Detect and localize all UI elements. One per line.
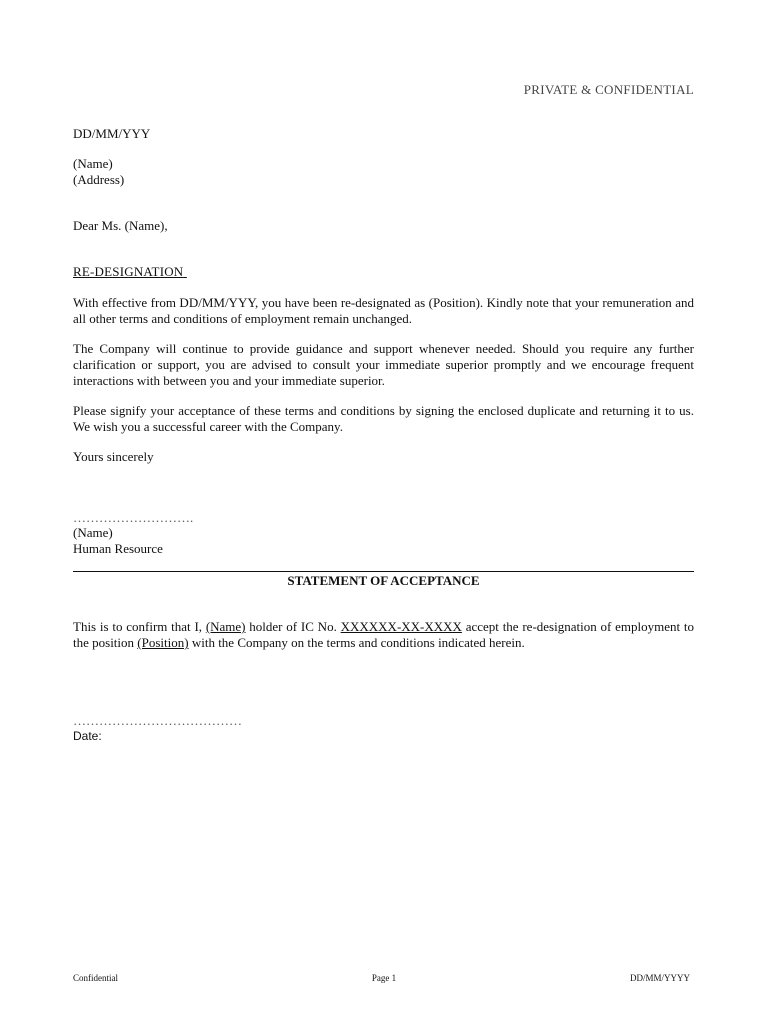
acceptance-ic-field: XXXXXX-XX-XXXX: [340, 619, 462, 634]
section-divider: [73, 571, 694, 572]
paragraph-2: The Company will continue to provide guidance and support whenever needed. Should you require any further clarification or support, you are advised to consult your immediate superior promptly and we encourage frequent interactions with between you and your immediate superior.: [73, 341, 694, 388]
paragraph-1: With effective from DD/MM/YYY, you have been re-designated as (Position). Kindly note that your remuneration and all other terms and conditions of employment remain unchanged.: [73, 295, 694, 326]
letter-date: DD/MM/YYY: [73, 126, 151, 141]
signer-name: (Name): [73, 525, 113, 540]
signer-title: Human Resource: [73, 541, 163, 556]
acceptance-heading: STATEMENT OF ACCEPTANCE: [287, 573, 480, 588]
recipient-name: (Name): [73, 156, 113, 171]
closing: Yours sincerely: [73, 449, 154, 464]
acceptance-name-field: (Name): [205, 619, 246, 634]
acceptance-date-label: Date:: [73, 729, 102, 743]
acceptance-text-4: with the Company on the terms and conditions indicated herein.: [188, 635, 525, 650]
acceptance-signature-line: …………………………………: [73, 713, 242, 728]
acceptance-statement: [73, 619, 694, 651]
footer-page-number: Page 1: [371, 973, 397, 983]
paragraph-3: Please signify your acceptance of these terms and conditions by signing the enclosed duplicate and returning it to us. We wish you a successful career with the Company.: [73, 403, 694, 434]
signature-line: ……………………….: [73, 510, 194, 525]
confidential-tag: PRIVATE & CONFIDENTIAL: [523, 82, 694, 97]
acceptance-text-2: holder of IC No.: [245, 619, 341, 634]
recipient-address: (Address): [73, 172, 125, 187]
acceptance-position-field: (Position): [137, 635, 189, 650]
footer-left: Confidential: [73, 973, 118, 983]
footer-right: DD/MM/YYYY: [629, 973, 690, 983]
subject-heading: RE-DESIGNATION: [73, 264, 184, 279]
salutation: Dear Ms. (Name),: [73, 218, 168, 233]
acceptance-text-3: accept the re-designation of employment to the position: [73, 619, 694, 650]
acceptance-text-1: This is to confirm that I,: [73, 619, 206, 634]
